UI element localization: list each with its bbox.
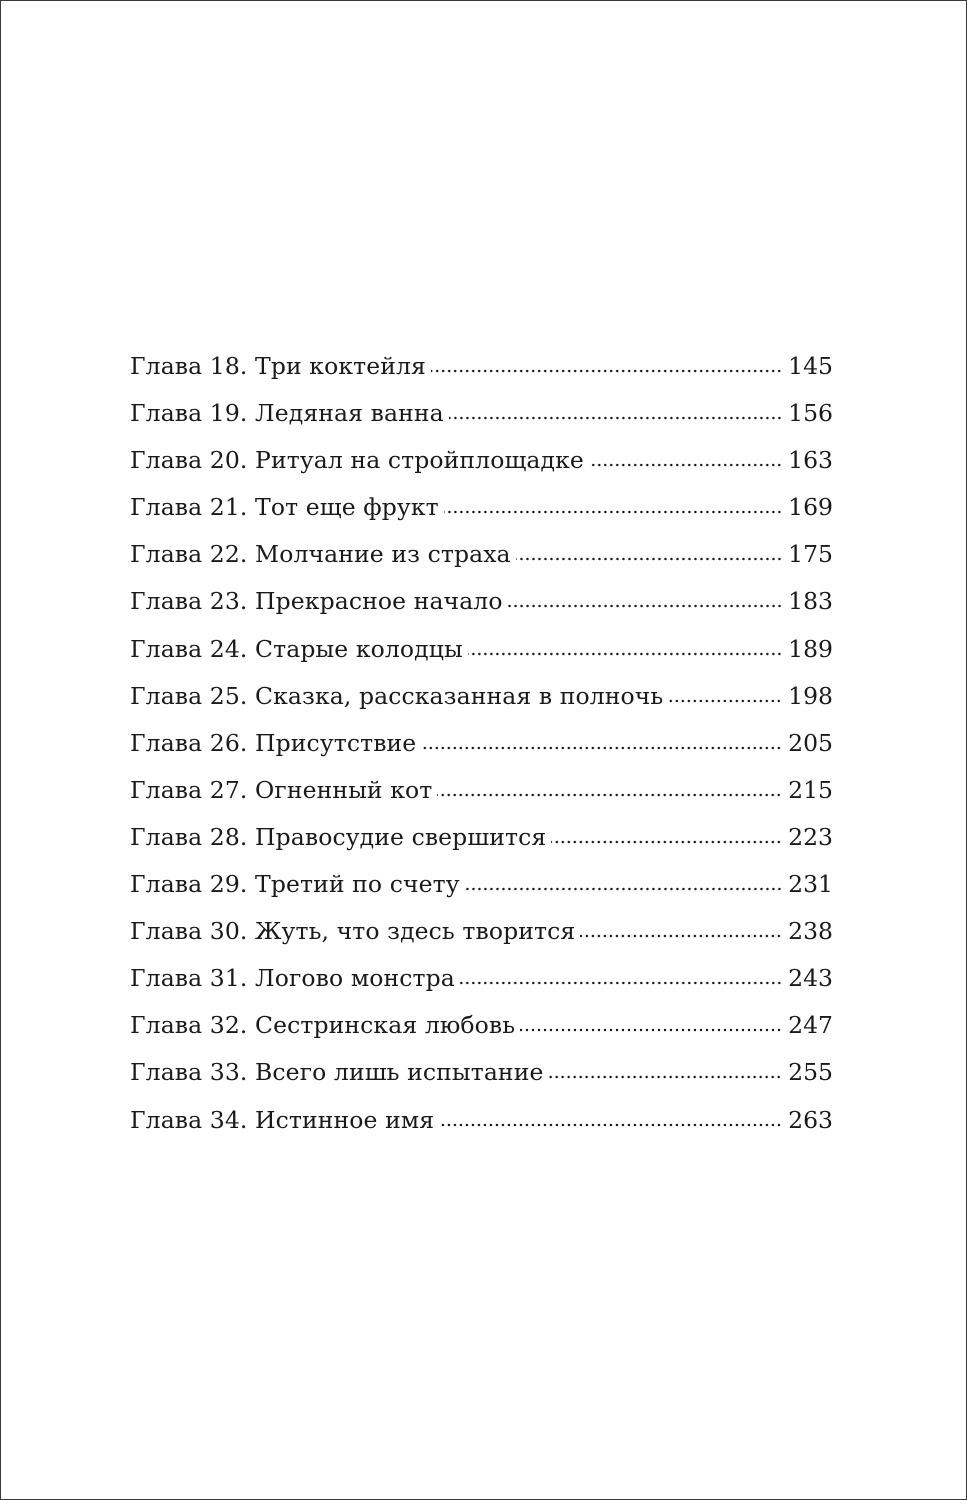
toc-entry-page: 231 [788,870,833,899]
toc-dot-leader [580,934,782,938]
toc-entry-page: 243 [788,964,833,993]
toc-entry-page: 255 [788,1058,833,1087]
toc-entry-title: Глава 24. Старые колодцы [130,634,463,663]
toc-entry-title: Глава 27. Огненный кот [130,775,433,804]
toc-entry-title: Глава 29. Третий по счету [130,870,460,899]
toc-entry-page: 175 [788,540,833,569]
toc-entry-page: 238 [788,917,833,946]
toc-entry [130,1011,833,1058]
toc-entry-page: 215 [788,775,833,804]
toc-entry-title: Глава 31. Логово монстра [130,964,455,993]
toc-dot-leader [465,887,782,891]
toc-dot-leader [468,652,782,656]
toc-dot-leader [460,981,782,985]
toc-entry [130,776,833,823]
toc-dot-leader [520,1028,782,1032]
toc-entry [130,493,833,540]
toc-entry-title: Глава 26. Присутствие [130,728,417,757]
toc-dot-leader [516,557,782,561]
toc-entry-title: Глава 18. Три коктейля [130,352,426,380]
toc-entry-title: Глава 22. Молчание из страха [130,540,511,569]
toc-entry-page: 163 [788,446,833,475]
toc-entry-title: Глава 20. Ритуал на стройплощадке [130,446,584,475]
toc-entry [130,729,833,776]
toc-entry-title: Глава 21. Тот еще фрукт [130,493,439,522]
toc-entry-page: 247 [788,1011,833,1040]
toc-dot-leader [444,510,782,514]
toc-entry [130,446,833,493]
toc-dot-leader [431,369,782,373]
toc-entry-page: 145 [788,352,833,380]
toc-entry-page: 198 [788,681,833,710]
toc-dot-leader [589,463,782,467]
toc-entry-page: 156 [788,399,833,428]
toc-entry-page: 205 [788,728,833,757]
toc-entry [130,399,833,446]
toc-entry [130,823,833,870]
toc-entry-title: Глава 25. Сказка, рассказанная в полночь [130,681,664,710]
toc-entry-page: 223 [788,822,833,851]
toc-dot-leader [439,1123,782,1127]
toc-entry-title: Глава 28. Правосудие свершится [130,822,547,851]
toc-dot-leader [421,746,782,750]
toc-entry [130,587,833,634]
toc-entry-page: 263 [788,1105,833,1134]
toc-entry-page: 169 [788,493,833,522]
toc-dot-leader [551,840,782,844]
toc-entry-title: Глава 32. Сестринская любовь [130,1011,516,1040]
toc-dot-leader [437,793,782,797]
toc-entry [130,870,833,917]
toc-entry [130,352,833,399]
toc-dot-leader [668,699,782,703]
toc-entry [130,540,833,587]
toc-entry-page: 189 [788,634,833,663]
toc-entry-title: Глава 19. Ледяная ванна [130,399,444,428]
toc-entry-title: Глава 23. Прекрасное начало [130,587,503,616]
toc-entry-title: Глава 33. Всего лишь испытание [130,1058,544,1087]
toc-dot-leader [449,416,782,420]
toc-entry [130,635,833,682]
toc-entry [130,1106,833,1153]
toc-entry [130,917,833,964]
toc-entry-title: Глава 34. Истинное имя [130,1105,435,1134]
toc-entry [130,1058,833,1105]
toc-dot-leader [548,1075,782,1079]
toc-dot-leader [508,604,783,608]
toc-entry-title: Глава 30. Жуть, что здесь творится [130,917,576,946]
toc-entry [130,964,833,1011]
toc-entry [130,682,833,729]
toc-entry-page: 183 [788,587,833,616]
table-of-contents [130,352,833,1153]
